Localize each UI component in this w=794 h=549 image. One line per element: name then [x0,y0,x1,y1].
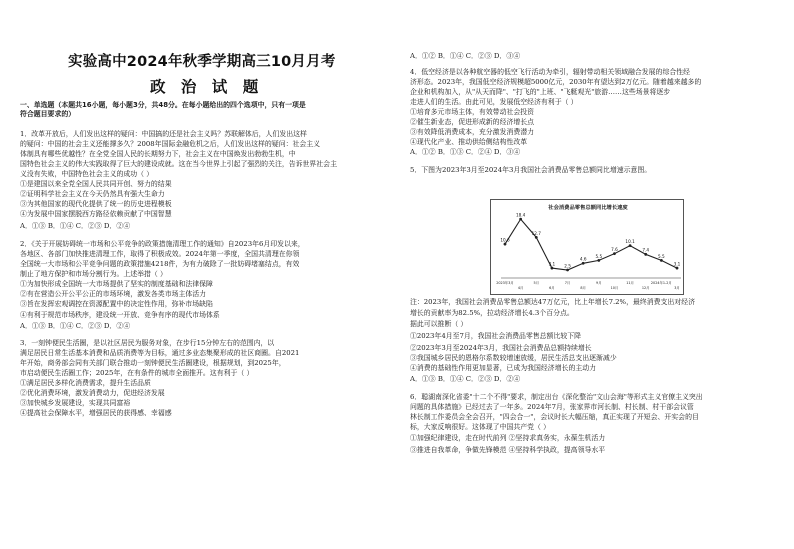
question-text-line: 企业和机构加入，从"从天而降"、"打飞的"上班、"飞艇观光"旅游……这些场景将逐步 [410,88,671,96]
x-tick-label: 3月 [674,286,680,290]
x-tick-label: 12月 [641,286,650,290]
question-text-line: 体制具有哪些优越性？在全党全国人民的长期努力下，社会主义在中国焕发出勃勃生机，中 [20,150,296,158]
data-point [535,236,538,239]
question-text-line: 5．下图为2023年3月至2024年3月我国社会消费品零售总额同比增速示意图。 [410,166,652,174]
question-text-line: 增长的贡献率为82.5%，拉动经济增长4.3个百分点。 [410,309,574,317]
question-text-line: 市启动便民生活圈工作；2025年，在有条件的城市全面推开。这有利于（ ） [20,369,254,377]
question-text-line: ②有在营造公开公平公正的市场环境，激发各类市场主体活力 [20,290,207,298]
question-text-line: ③有效降低消费成本，充分激发消费潜力 [410,128,535,136]
x-tick-label: 11月 [626,281,634,285]
data-point [629,244,632,247]
question-text-line: A．①③ B．①④ C．②③ D．②④ [20,322,131,330]
question-text-line: 6．聪湖南深化省委"十二个不得"要求，制定出台《深化整治"文山会海"等形式主义官僚主义突出 [410,393,703,401]
x-tick-label: 10月 [610,286,619,290]
x-tick-label: 9月 [596,281,602,285]
question-text-line: ③旨在发挥宏观调控在资源配置中的决定性作用，弥补市场缺陷 [20,300,213,308]
question-text-line: ③加快城乡发展建设，实现共同富裕 [20,399,131,407]
question-text-line: 3．一刻钟便民生活圈，是以社区居民为服务对象，在步行15分钟左右的范围内，以 [20,339,275,347]
data-point [582,262,585,265]
question-text-line: ③为其他国家的现代化提供了统一的历史进程模板 [20,200,172,208]
question-text-line: ①2023年4月至7月，我国社会消费品零售总额比较下降 [410,332,582,340]
question-text-line: 义没有失败，中国特色社会主义的成功（ ） [20,170,154,178]
data-label: 2.5 [564,263,571,269]
question-text-line: ④为发展中国家摆脱西方路径依赖贡献了中国智慧 [20,210,172,218]
question-text-line: ④消费的基础性作用更加显著，已成为我国经济增长的主动力 [410,364,597,372]
data-label: 7.6 [611,247,618,253]
x-tick-label: 6月 [549,286,555,290]
question-text-line: ①为加快形成全国统一大市场提供了坚实的制度基础和法律保障 [20,280,213,288]
x-tick-label: 5月 [533,281,540,285]
question-text-line: 制止了地方保护和市场分割行为。上述举措（ ） [20,270,167,278]
data-label: 18.4 [515,212,526,218]
data-point [660,259,663,262]
data-point [676,267,679,270]
question-text-line: 林长制工作委员会全会召开，"四会合一"，会议时长大幅压缩，真正实现了开短会、开实会的目 [410,413,699,421]
question-text-line: 1．改革开放后，人们发出这样的疑问：中国搞的还是社会主义吗？苏联解体后，人们发出这样 [20,130,307,138]
question-text-line: A．①② B．①③ C．②④ D．③④ [410,148,521,156]
series-line [505,219,677,270]
exam-subtitle: 政 治 试 题 [150,78,264,96]
question-text-line: ①满足居民多样化消费需求，提升生活品质 [20,379,151,387]
question-text-line: ④有利于规范市场秩序，建设统一开放、竞争有序的现代市场体系 [20,311,220,319]
data-label: 4.6 [579,256,587,262]
question-text-line: ②优化消费环境，激发消费动力，促进经济发展 [20,389,165,397]
data-point [504,243,507,246]
question-text-line: 注：2023年，我国社会消费品零售总额达47万亿元，比上年增长7.2%，最终消费支出对经济 [410,298,695,306]
chart-title: 社会消费品零售总额同比增长速度 [548,205,628,211]
question-text-line: 全国统一大市场和公平竞争问题的政策措施4218件，为有力破除了一批妨碍堵塞结点，有效 [20,260,300,268]
question-text-line: ①培育多元市场主体，有效带动社会投资 [410,108,535,116]
question-text-line: 2．《关于开展妨碍统一市场和公平竞争的政策措施清理工作的通知》自2023年6月印发以来， [20,240,305,248]
data-point [519,218,522,221]
data-point [613,252,616,255]
data-label: 7.4 [642,247,650,253]
x-tick-label: 2023年3月 [496,281,514,285]
question-text-line: ③推进自我革命，争做先锋模范 ④坚持科学执政，提高领导水平 [410,446,606,454]
data-point [644,253,647,256]
question-text-line: 国特色社会主义的伟大实践取得了巨大的建设成就。这在当今世界上引起了强烈的关注，告诉世界社会主 [20,160,337,168]
question-text-line: 的疑问：中国的社会主义还能撑多久？2008年国际金融危机之后，人们发出这样的疑问：社会主义 [20,140,321,148]
question-text-line: ③我国城乡居民的恩格尔系数较增速放缓，居民生活总支出逐渐减少 [410,354,617,362]
data-point [551,267,554,270]
question-text-line: 济形态。2023年，我国低空经济规模超5000亿元，2030年有望达到2万亿元。随着越来越多的 [410,78,702,86]
data-label: 5.5 [595,253,603,259]
question-text-line: 一、单选题（本题共16小题，每小题3分，共48分。在每小题给出的四个选项中，只有一项是 [20,101,306,109]
question-text-line: 标，大家反响很好。这体现了中国共产党（ ） [410,423,551,431]
question-text-line: 年开始，商务部会同有关部门联合推动一刻钟便民生活圈建设，根据规划，到2025年， [20,359,286,367]
exam-title: 实验高中2024年秋季学期高三10月月考 [68,54,336,70]
chart-plot [491,200,685,296]
question-text-line: 各地区、各部门加快推进清理工作，取得了积极成效。2024年第一季度，全国共清理在你领 [20,250,300,258]
question-text-line: ②证明科学社会主义在今天仍然具有强大生命力 [20,190,165,198]
x-tick-label: 7月 [564,281,571,285]
question-text-line: A．①③ B．①④ C．②③ D．②④ [20,222,131,230]
question-text-line: 4．低空经济是以各种航空器的低空飞行活动为牵引，辐射带动相关领域融合发展的综合性经 [410,68,691,76]
data-label: 3.1 [673,261,681,267]
retail-sales-chart [490,199,684,295]
data-label: 10.1 [625,239,635,245]
data-point [566,269,569,272]
question-text-line: ①是建国以来全党全国人民共同开创、努力的结果 [20,180,172,188]
data-point [597,259,600,262]
question-text-line: 满足居民日常生活基本消费和品质消费等为目标，通过多业态集聚形成的社区商圈。自2021 [20,349,300,357]
question-text-line: ①加强纪律建设，走在时代前列 ②坚持求真务实，永葆生机活力 [410,434,606,442]
x-tick-label: 4月 [517,286,524,290]
question-text-line: 走进人们的生活。由此可见，发展低空经济有利于（ ） [410,98,578,106]
question-text-line: ④提高社会保障水平，增强居民的获得感、幸福感 [20,409,172,417]
data-label: 10.6 [500,237,510,243]
question-text-line: 据此可以推断（ ） [410,320,468,328]
question-text-line: ②催生新业态，促进形成新的经济增长点 [410,118,535,126]
question-text-line: A．①② B．①④ C．②③ D．③④ [410,52,521,60]
data-label: 5.5 [658,253,665,259]
data-label: 12.7 [531,230,541,236]
x-tick-label: 8月 [580,286,586,290]
question-text-line: A．①③ B．①④ C．②③ D．②④ [410,375,521,383]
question-text-line: 问题的具体措施》已经过去了一年多。2024年7月，张家界市河长制、村长制、村干部会议管 [410,403,694,411]
question-text-line: ④现代化产业、推动供给侧结构性改革 [410,138,528,146]
data-label: 3.1 [548,261,556,267]
question-text-line: 符合题目要求的） [20,110,76,118]
question-text-line: ②2023年3月至2024年3月，我国社会消费品总额持续增长 [410,344,592,352]
x-tick-label: 2024年1-2月 [650,281,672,285]
